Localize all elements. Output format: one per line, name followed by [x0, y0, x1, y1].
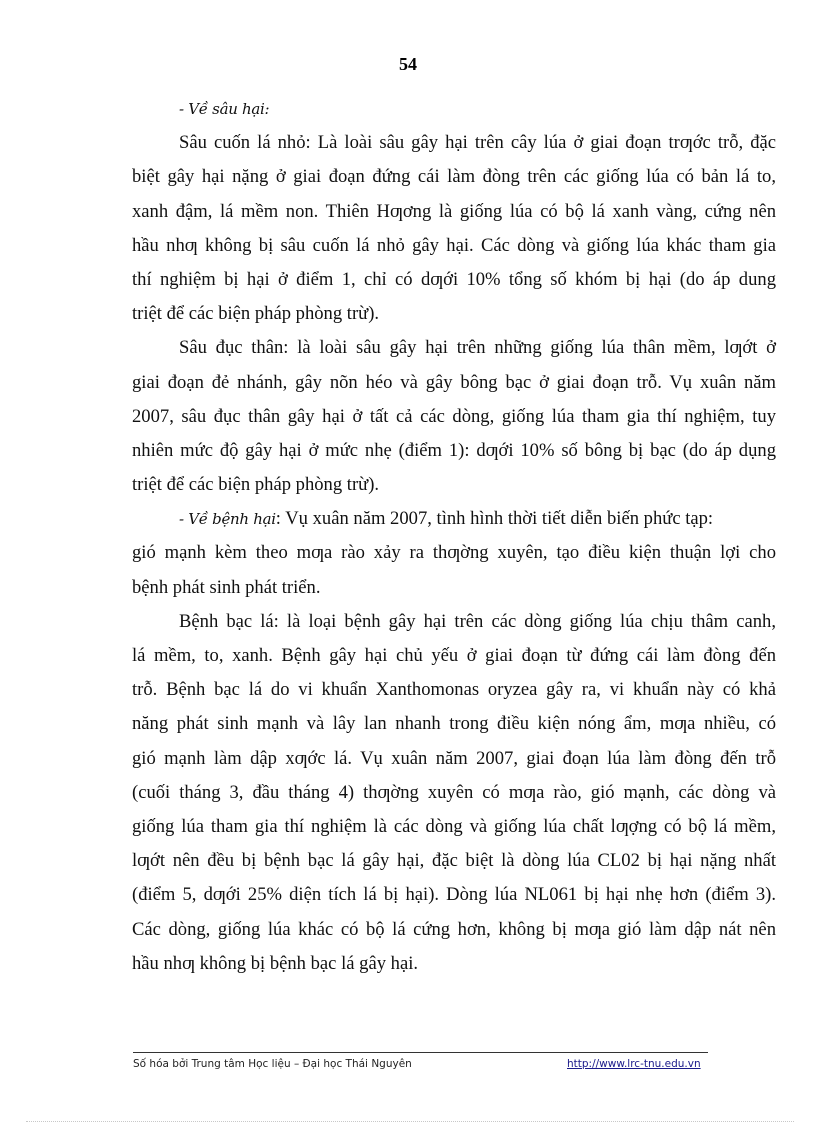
footer-divider — [133, 1052, 708, 1053]
body-text — [132, 92, 776, 981]
text-line: xanh đậm, lá mềm non. Thiên Hƣơng là giống lúa có bộ lá xanh vàng, cứng nên — [132, 200, 776, 222]
text-line: (điểm 5, dƣới 25% diện tích lá bị hại). Dòng lúa NL061 bị hại nhẹ hơn (điểm 3). — [132, 884, 776, 906]
disease-heading-label: - Về bệnh hại — [179, 510, 276, 529]
text-line: biệt gây hại nặng ở giai đoạn đứng cái làm đòng trên các giống lúa có bản lá to, — [132, 166, 776, 188]
text-line: nhiên mức độ gây hại ở mức nhẹ (điểm 1): dƣới 10% số bông bị bạc (do áp dụng — [132, 439, 776, 461]
text-line: triệt để các biện pháp phòng trừ). — [132, 303, 380, 325]
section-heading-disease: - Về bệnh hại: Vụ xuân năm 2007, tình hình thời tiết diễn biến phức tạp: — [179, 508, 714, 530]
text-line: thí nghiệm bị hại ở điểm 1, chỉ có dƣới 10% tổng số khóm bị hại (do áp dung — [132, 268, 776, 290]
text-line: hầu nhƣ không bị sâu cuốn lá nhỏ gây hại. Các dòng và giống lúa khác tham gia — [132, 234, 776, 256]
text-line: Các dòng, giống lúa khác có bộ lá cứng hơn, không bị mƣa gió làm dập nát nên — [132, 918, 776, 940]
text-line: bệnh phát sinh phát triển. — [132, 576, 321, 598]
text-line: năng phát sinh mạnh và lây lan nhanh trong điều kiện nóng ẩm, mƣa nhiều, có — [132, 713, 776, 735]
text-line: (cuối tháng 3, đầu tháng 4) thƣờng xuyên có mƣa rào, gió mạnh, các dòng và — [132, 781, 776, 803]
text-line: Sâu đục thân: là loài sâu gây hại trên những giống lúa thân mềm, lƣớt ở — [179, 337, 776, 359]
text-line: trỗ. Bệnh bạc lá do vi khuẩn Xanthomonas oryzea gây ra, vi khuẩn này có khả — [132, 679, 776, 701]
text-line: hầu nhƣ không bị bệnh bạc lá gây hại. — [132, 952, 419, 974]
text-line: gió mạnh làm dập xƣớc lá. Vụ xuân năm 2007, giai đoạn lúa làm đòng đến trỗ — [132, 747, 776, 769]
text-line: Sâu cuốn lá nhỏ: Là loài sâu gây hại trên cây lúa ở giai đoạn trƣớc trỗ, đặc — [179, 132, 776, 154]
text-line: gió mạnh kèm theo mƣa rào xảy ra thƣờng xuyên, tạo điều kiện thuận lợi cho — [132, 542, 776, 564]
text-line: 2007, sâu đục thân gây hại ở tất cả các dòng, giống lúa tham gia thí nghiệm, tuy — [132, 405, 776, 427]
text-line: triệt để các biện pháp phòng trừ). — [132, 474, 380, 496]
footer-attribution: Số hóa bởi Trung tâm Học liệu – Đại học Thái Nguyên — [133, 1058, 412, 1070]
footer-link[interactable]: http://www.lrc-tnu.edu.vn — [567, 1058, 701, 1070]
page-number: 54 — [399, 54, 417, 74]
section-heading-pests: - Về sâu hại: — [179, 100, 270, 118]
text-line: lá mềm, to, xanh. Bệnh gây hại chủ yếu ở giai đoạn từ đứng cái làm đòng đến — [132, 645, 776, 666]
text-line: giai đoạn đẻ nhánh, gây nõn héo và gây bông bạc ở giai đoạn trỗ. Vụ xuân năm — [132, 371, 776, 393]
text-line: Bệnh bạc lá: là loại bệnh gây hại trên các dòng giống lúa chịu thâm canh, — [179, 610, 776, 632]
text-line: lƣớt nên đều bị bệnh bạc lá gây hại, đặc biệt là dòng lúa CL02 bị hại nặng nhất — [132, 850, 776, 872]
text-line: giống lúa tham gia thí nghiệm là các dòng và giống lúa chất lƣợng có bộ lá mềm, — [132, 815, 776, 837]
page-edge-divider — [26, 1121, 794, 1122]
